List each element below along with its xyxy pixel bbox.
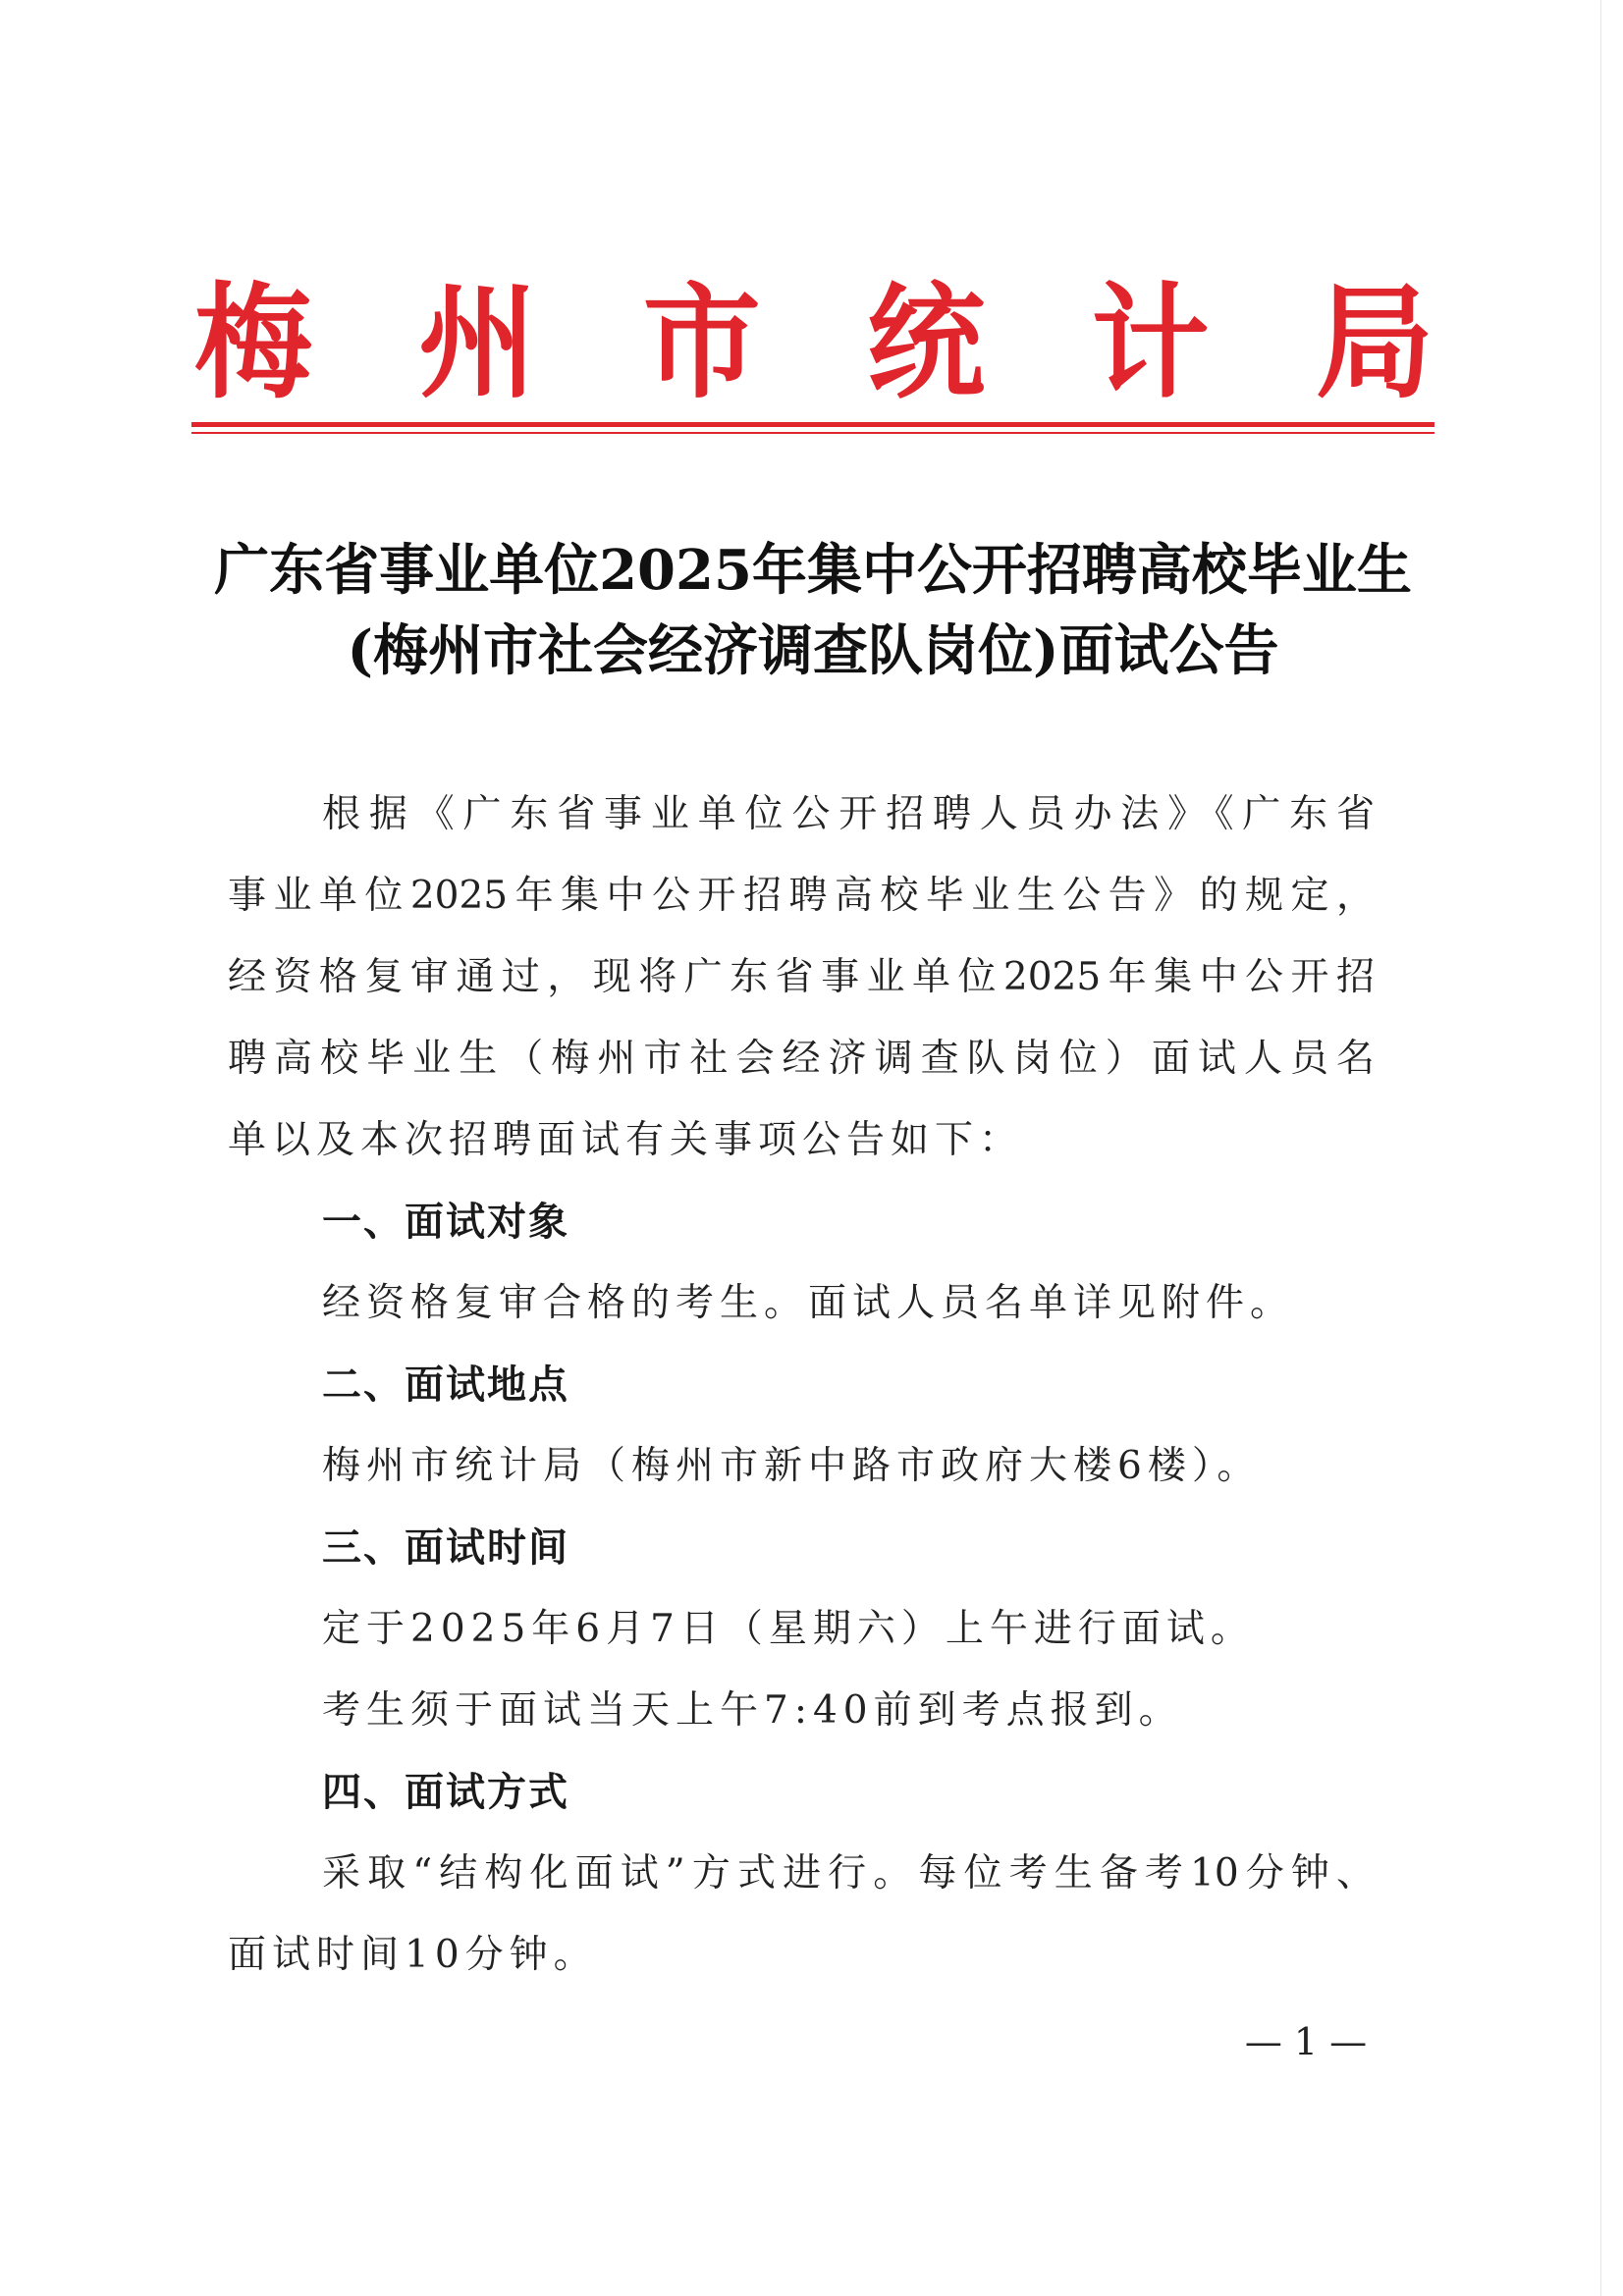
letterhead-char: 市 xyxy=(642,270,761,416)
section-heading-3: 三、面试时间 xyxy=(322,1525,569,1571)
letterhead xyxy=(194,270,1434,417)
section-heading-4: 四、面试方式 xyxy=(322,1770,569,1815)
page-number: — 1 — xyxy=(1244,2020,1368,2063)
section-heading-1: 一、面试对象 xyxy=(322,1200,569,1245)
intro-line-4: 聘高校毕业生（梅州市社会经济调查队岗位）面试人员名 xyxy=(228,1037,1375,1081)
section-text-1: 经资格复审合格的考生。面试人员名单详见附件。 xyxy=(322,1281,1295,1325)
section-text-4a: 采取“结构化面试”方式进行。每位考生备考10分钟、 xyxy=(322,1851,1375,1896)
intro-line-2: 事业单位2025年集中公开招聘高校毕业生公告》的规定， xyxy=(228,874,1375,918)
letterhead-char: 梅 xyxy=(194,270,312,416)
letterhead-rule-thin xyxy=(191,432,1434,434)
intro-line-1: 根据《广东省事业单位公开招聘人员办法》《广东省 xyxy=(322,792,1375,836)
letterhead-char: 统 xyxy=(867,270,986,416)
document-title-line-1: 广东省事业单位2025年集中公开招聘高校毕业生 xyxy=(214,538,1412,603)
section-text-3b: 考生须于面试当天上午7:40前到考点报到。 xyxy=(322,1688,1183,1733)
intro-line-5: 单以及本次招聘面试有关事项公告如下： xyxy=(228,1118,1024,1162)
section-text-4b: 面试时间10分钟。 xyxy=(228,1933,598,1977)
document-title-line-2: (梅州市社会经济调查队岗位)面试公告 xyxy=(347,618,1279,683)
page-edge xyxy=(1600,0,1601,2296)
letterhead-char: 局 xyxy=(1315,270,1434,416)
section-text-2: 梅州市统计局（梅州市新中路市政府大楼6楼）。 xyxy=(322,1444,1262,1488)
letterhead-char: 计 xyxy=(1091,270,1210,416)
intro-line-3: 经资格复审通过，现将广东省事业单位2025年集中公开招 xyxy=(228,955,1375,999)
letterhead-rule-thick xyxy=(191,422,1434,427)
letterhead-char: 州 xyxy=(418,270,537,416)
section-heading-2: 二、面试地点 xyxy=(322,1362,569,1408)
section-text-3a: 定于2025年6月7日（星期六）上午进行面试。 xyxy=(322,1607,1255,1651)
